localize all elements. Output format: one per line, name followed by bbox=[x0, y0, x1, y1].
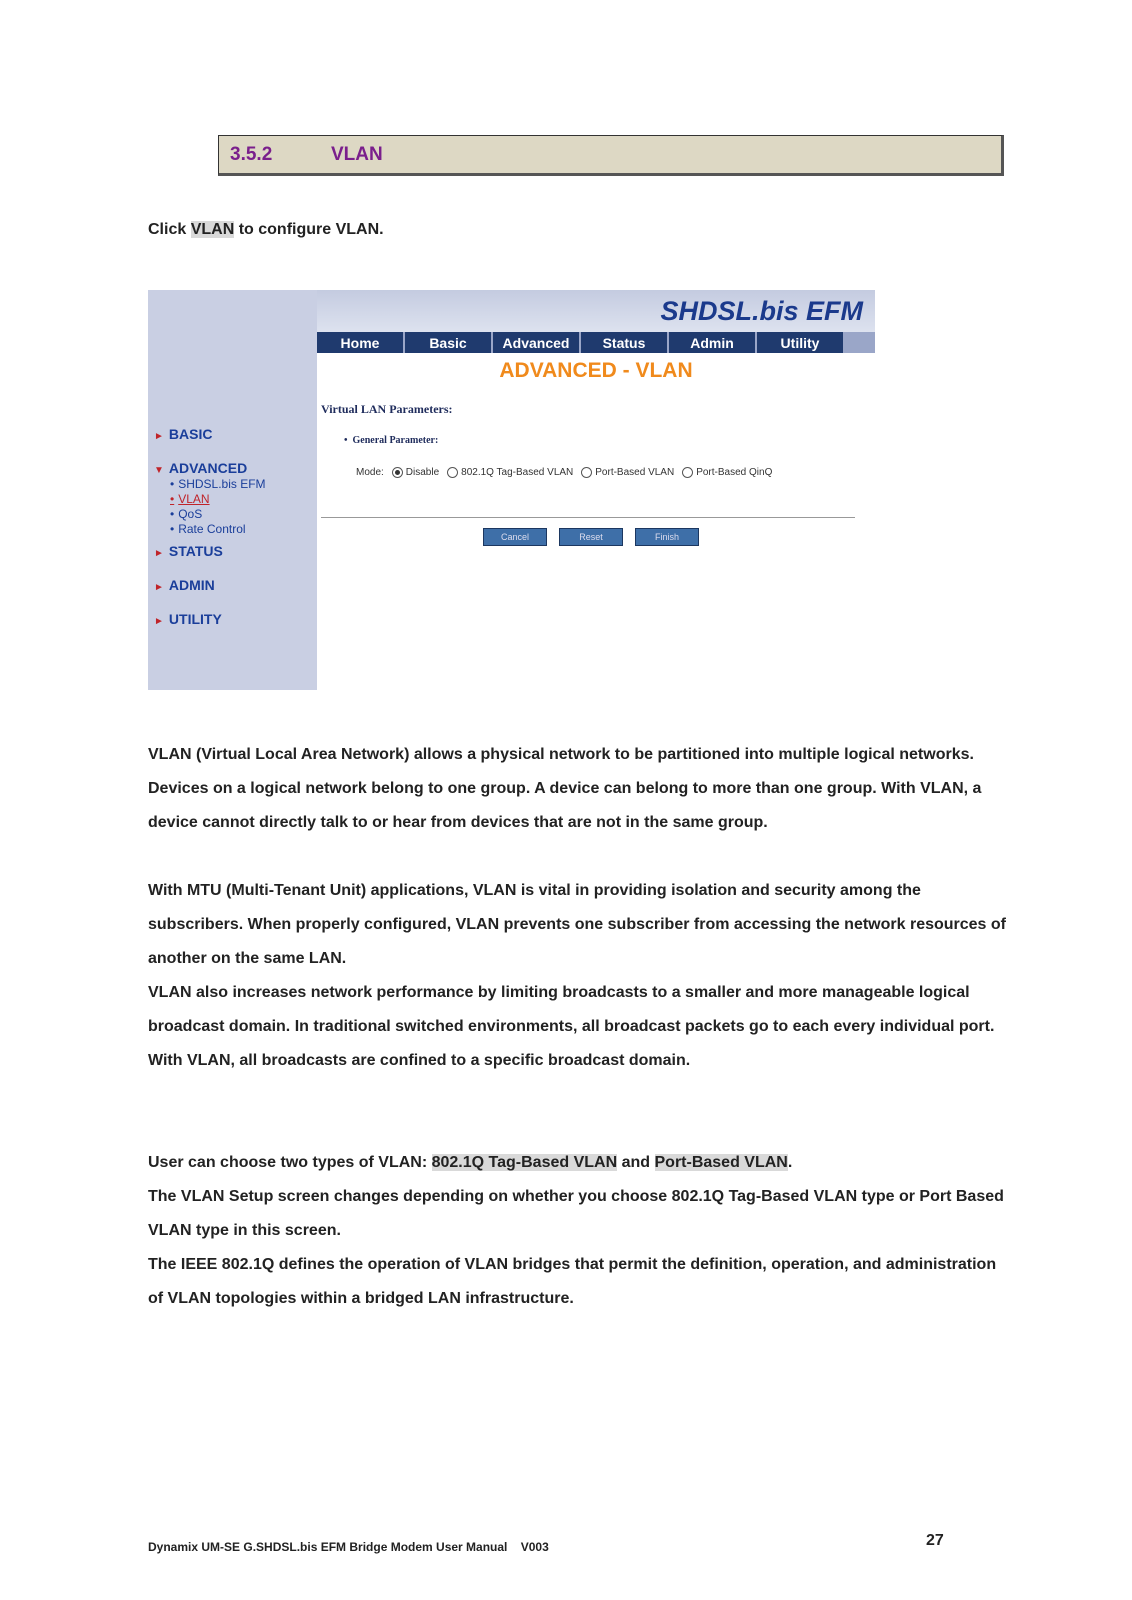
banner bbox=[317, 290, 875, 332]
section-title: VLAN bbox=[331, 143, 383, 165]
port-based-link[interactable]: Port-Based VLAN bbox=[654, 1154, 788, 1171]
intro-after: to configure VLAN. bbox=[234, 221, 384, 238]
mode-label: Mode: bbox=[356, 467, 384, 478]
menu-advanced-label: ADVANCED bbox=[168, 460, 248, 476]
types-mid: and bbox=[617, 1154, 655, 1171]
arrow-down-icon: ▼ bbox=[154, 465, 164, 476]
general-parameter bbox=[344, 435, 438, 446]
brand-logo: SHDSL.bis EFM bbox=[660, 296, 863, 326]
nav-basic[interactable]: Basic bbox=[405, 332, 491, 353]
footer-text: Dynamix UM-SE G.SHDSL.bis EFM Bridge Modem User Manual V003 bbox=[148, 1540, 549, 1554]
menu-admin[interactable] bbox=[154, 577, 215, 593]
vlan-screenshot bbox=[148, 290, 875, 690]
radio-qinq[interactable] bbox=[682, 467, 693, 478]
section-heading bbox=[218, 135, 1004, 176]
submenu-shdsl[interactable] bbox=[170, 477, 266, 491]
page-title: ADVANCED - VLAN bbox=[499, 359, 693, 382]
radio-label: Port-Based VLAN bbox=[595, 467, 675, 478]
menu-admin-label: ADMIN bbox=[168, 577, 215, 593]
submenu-label: SHDSL.bis EFM bbox=[178, 477, 266, 491]
params-heading: Virtual LAN Parameters: bbox=[321, 402, 453, 416]
submenu-label: Rate Control bbox=[178, 522, 246, 536]
types-line bbox=[148, 1146, 1008, 1180]
intro-before: Click bbox=[148, 221, 191, 238]
bullet-icon: • bbox=[344, 435, 353, 446]
menu-advanced[interactable] bbox=[154, 460, 247, 476]
finish-button[interactable]: Finish bbox=[635, 528, 699, 546]
radio-label: Disable bbox=[405, 467, 440, 478]
vlan-link[interactable]: VLAN bbox=[190, 221, 235, 238]
radio-disable[interactable] bbox=[392, 467, 403, 478]
radio-port-based[interactable] bbox=[581, 467, 592, 478]
divider bbox=[321, 517, 855, 518]
submenu-label: VLAN bbox=[178, 492, 210, 506]
bullet-icon: • bbox=[170, 477, 175, 491]
paragraph-2: With MTU (Multi-Tenant Unit) applications, VLAN is vital in providing isolation and security among the subscribers. When properly configured, VLAN prevents one subscriber from accessing the network resources of another on the same LAN. bbox=[148, 882, 1006, 967]
paragraph-4: The VLAN Setup screen changes depending on whether you choose 802.1Q Tag-Based VLAN type or Port Based VLAN type in this screen. bbox=[148, 1188, 1004, 1239]
reset-button[interactable]: Reset bbox=[559, 528, 623, 546]
submenu-vlan[interactable] bbox=[170, 492, 210, 506]
paragraph-1: VLAN (Virtual Local Area Network) allows a physical network to be partitioned into multiple logical networks. Devices on a logical network belong to one group. A device can belong to more than one group. With VLAN, a device cannot directly talk to or hear from devices that are not in the same group. bbox=[148, 746, 982, 831]
menu-status-label: STATUS bbox=[168, 543, 223, 559]
intro-text bbox=[148, 221, 384, 239]
page-number: 27 bbox=[926, 1532, 944, 1549]
menu-basic[interactable] bbox=[154, 426, 212, 442]
submenu-rate-control[interactable] bbox=[170, 522, 246, 536]
tag-based-link[interactable]: 802.1Q Tag-Based VLAN bbox=[431, 1154, 618, 1171]
nav-utility[interactable]: Utility bbox=[757, 332, 843, 353]
nav-home[interactable]: Home bbox=[317, 332, 403, 353]
types-before: User can choose two types of VLAN: bbox=[148, 1154, 432, 1171]
sidebar bbox=[148, 290, 317, 690]
submenu-label: QoS bbox=[178, 507, 203, 521]
paragraph-3: VLAN also increases network performance by limiting broadcasts to a smaller and more manageable logical broadcast domain. In traditional switched environments, all broadcast packets go to each every individual port. With VLAN, all broadcasts are confined to a specific broadcast domain. bbox=[148, 984, 995, 1069]
general-parameter-label: General Parameter: bbox=[352, 435, 439, 446]
cancel-button[interactable]: Cancel bbox=[483, 528, 547, 546]
section-number: 3.5.2 bbox=[230, 143, 273, 165]
nav-status[interactable]: Status bbox=[581, 332, 667, 353]
bullet-icon: • bbox=[170, 507, 175, 521]
mode-row bbox=[356, 467, 772, 478]
paragraph-5: The IEEE 802.1Q defines the operation of VLAN bridges that permit the definition, operation, and administration of VLAN topologies within a bridged LAN infrastructure. bbox=[148, 1256, 997, 1307]
menu-utility[interactable] bbox=[154, 611, 222, 627]
types-after: . bbox=[787, 1154, 793, 1171]
radio-tag-based[interactable] bbox=[447, 467, 458, 478]
nav-advanced[interactable]: Advanced bbox=[493, 332, 579, 353]
radio-label: 802.1Q Tag-Based VLAN bbox=[461, 467, 574, 478]
arrow-icon: ► bbox=[154, 431, 164, 442]
radio-label: Port-Based QinQ bbox=[696, 467, 773, 478]
bullet-icon: • bbox=[170, 492, 175, 506]
menu-utility-label: UTILITY bbox=[168, 611, 222, 627]
top-nav bbox=[317, 332, 875, 353]
menu-basic-label: BASIC bbox=[168, 426, 213, 442]
submenu-qos[interactable] bbox=[170, 507, 202, 521]
arrow-icon: ► bbox=[154, 582, 164, 593]
button-row bbox=[483, 528, 711, 546]
bullet-icon: • bbox=[170, 522, 175, 536]
menu-status[interactable] bbox=[154, 543, 223, 559]
arrow-icon: ► bbox=[154, 616, 164, 627]
arrow-icon: ► bbox=[154, 548, 164, 559]
nav-admin[interactable]: Admin bbox=[669, 332, 755, 353]
